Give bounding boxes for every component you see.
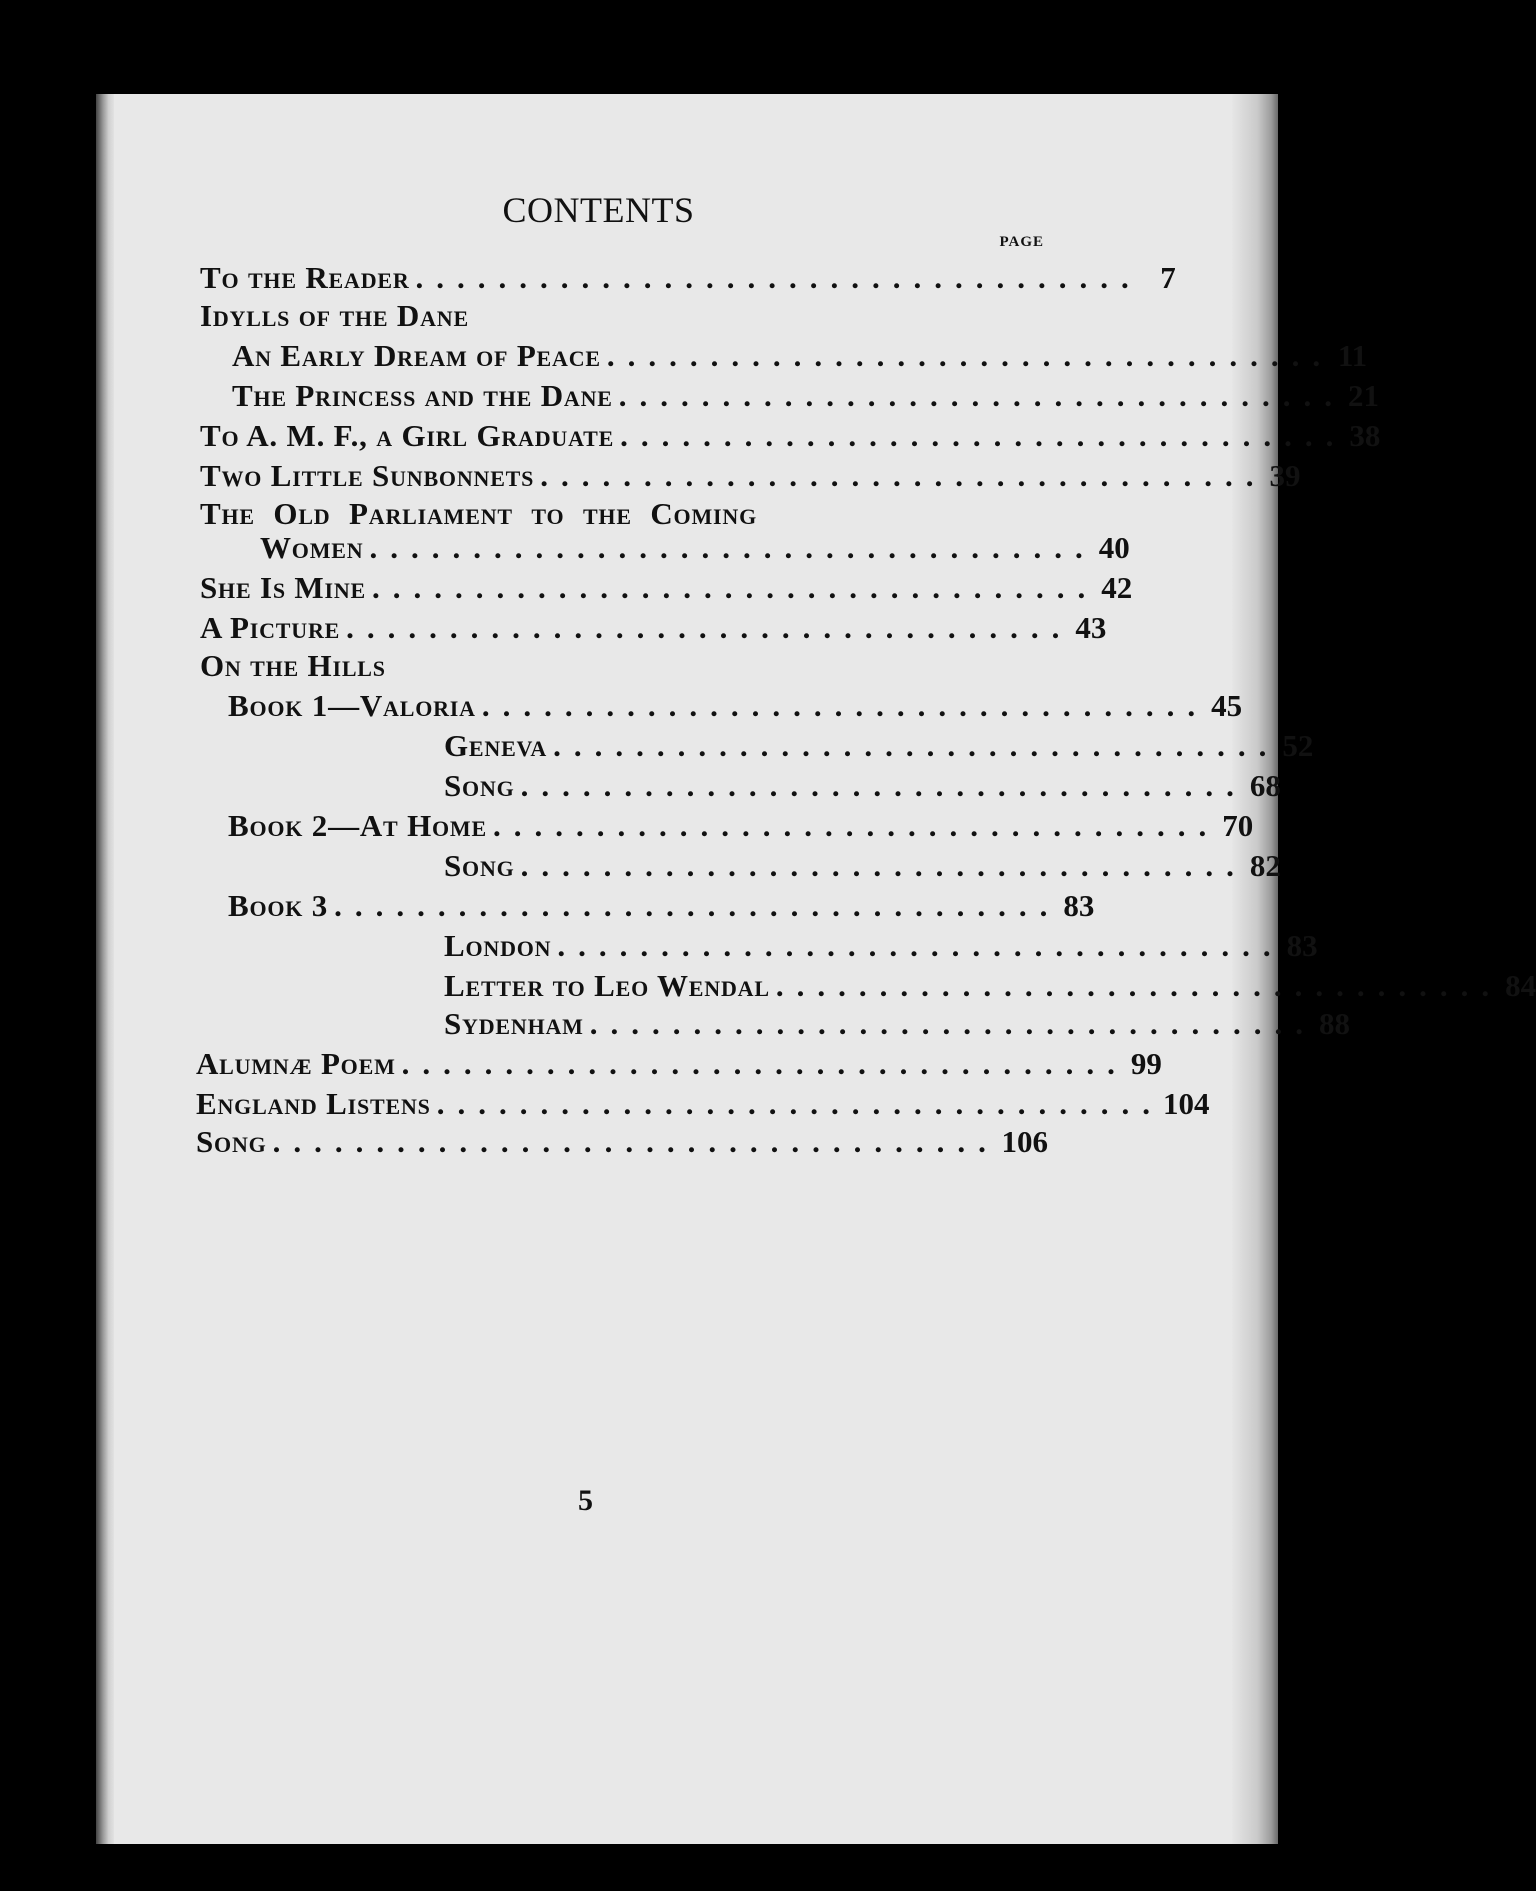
toc-entry bbox=[232, 334, 1368, 374]
page-column-heading: PAGE bbox=[999, 234, 1044, 250]
toc-entry-page: 7 bbox=[1160, 260, 1176, 295]
toc-entry bbox=[200, 414, 1381, 454]
dot-leader: ................................... bbox=[346, 610, 1073, 645]
toc-entry-title: Alumnæ Poem bbox=[196, 1046, 396, 1081]
toc-entry bbox=[260, 526, 1130, 566]
dot-leader: ................................... bbox=[520, 768, 1247, 803]
toc-entry-title: Book 2—At Home bbox=[228, 808, 487, 843]
toc-entry-title: To A. M. F., a Girl Graduate bbox=[200, 418, 615, 453]
dot-leader: ................................... bbox=[557, 928, 1284, 963]
toc-entry-page: 43 bbox=[1075, 610, 1107, 645]
dot-leader: ................................... bbox=[775, 968, 1503, 1003]
dot-leader: ................................... bbox=[520, 848, 1247, 883]
toc-entry bbox=[228, 684, 1243, 724]
toc-entry bbox=[444, 924, 1318, 964]
toc-entry-title: Idylls of the Dane bbox=[200, 298, 469, 333]
toc-entry-title: Women bbox=[260, 530, 364, 565]
toc-entry bbox=[444, 764, 1281, 804]
toc-entry bbox=[232, 374, 1379, 414]
dot-leader: ................................... bbox=[369, 530, 1096, 565]
toc-entry-title: On the Hills bbox=[200, 648, 386, 683]
toc-entry-page: 83 bbox=[1063, 888, 1095, 923]
toc-entry-page: 106 bbox=[1001, 1124, 1048, 1159]
toc-entry bbox=[196, 1042, 1162, 1082]
toc-entry-title: Song bbox=[196, 1124, 267, 1159]
toc-entry-page: 82 bbox=[1249, 848, 1281, 883]
toc-entry-title: To the Reader bbox=[200, 260, 410, 295]
dot-leader: ................................... bbox=[618, 378, 1345, 413]
page-title: CONTENTS bbox=[502, 190, 695, 230]
dot-leader: ................................... bbox=[436, 1086, 1163, 1121]
toc-entry bbox=[196, 1120, 1048, 1160]
toc-entry-page: 99 bbox=[1130, 1046, 1162, 1081]
toc-entry-title: Song bbox=[444, 768, 515, 803]
toc-entry-page: 83 bbox=[1286, 928, 1318, 963]
toc-entry-page: 45 bbox=[1211, 688, 1243, 723]
dot-leader: ................................... bbox=[589, 1006, 1316, 1041]
dot-leader: ................................... bbox=[620, 418, 1347, 453]
toc-entry-page: 42 bbox=[1101, 570, 1133, 605]
dot-leader: ................................... bbox=[606, 338, 1334, 373]
toc-entry-page: 11 bbox=[1337, 338, 1368, 373]
book-page bbox=[96, 94, 1536, 1844]
toc-entry bbox=[444, 724, 1314, 764]
toc-entry bbox=[200, 256, 1176, 296]
toc-entry-page: 104 bbox=[1162, 1086, 1210, 1121]
toc-entry-page: 52 bbox=[1282, 728, 1314, 763]
dot-leader: ................................... bbox=[272, 1124, 999, 1159]
dot-leader: ................................... bbox=[553, 728, 1280, 763]
toc-entry-page: 88 bbox=[1319, 1006, 1350, 1041]
toc-entry bbox=[228, 884, 1095, 924]
toc-entry-title: Song bbox=[444, 848, 515, 883]
toc-entry-title: Book 3 bbox=[228, 888, 329, 923]
toc-entry bbox=[228, 804, 1254, 844]
page-spine-shadow bbox=[96, 94, 114, 1844]
toc-entry-title: Two Little Sunbonnets bbox=[200, 458, 535, 493]
toc-entry-title: A Picture bbox=[200, 610, 341, 645]
toc-entry-page: 38 bbox=[1349, 418, 1381, 453]
toc-entry bbox=[200, 294, 1048, 334]
dot-leader: ................................... bbox=[540, 458, 1267, 493]
dot-leader: ................................... bbox=[334, 888, 1061, 923]
toc-entry-title: The Old Parliament to the Coming bbox=[200, 496, 757, 531]
toc-entry-page: 40 bbox=[1098, 530, 1130, 565]
toc-entry-page: 21 bbox=[1347, 378, 1379, 413]
toc-entry-page: 70 bbox=[1222, 808, 1254, 843]
toc-entry-title: An Early Dream of Peace bbox=[232, 338, 601, 373]
toc-entry-title: England Listens bbox=[196, 1086, 431, 1121]
toc-entry-title: London bbox=[444, 928, 552, 963]
toc-entry-title: Letter to Leo Wendal bbox=[444, 968, 770, 1003]
dot-leader: ................................... bbox=[481, 688, 1209, 723]
dot-leader: ................................... bbox=[492, 808, 1220, 843]
toc-entry-title: She Is Mine bbox=[200, 570, 367, 605]
toc-entry bbox=[200, 606, 1107, 646]
toc-entry-page: 68 bbox=[1249, 768, 1281, 803]
toc-entry-page: 84 bbox=[1505, 968, 1536, 1003]
toc-entry-title: The Princess and the Dane bbox=[232, 378, 613, 413]
toc-entry bbox=[200, 644, 1048, 684]
dot-leader: ................................... bbox=[415, 260, 1142, 295]
toc-entry-title: Sydenham bbox=[444, 1006, 584, 1041]
page-number: 5 bbox=[578, 1484, 593, 1517]
toc-entry-title: Geneva bbox=[444, 728, 548, 763]
dot-leader: ................................... bbox=[372, 570, 1099, 605]
toc-entry bbox=[444, 1002, 1350, 1042]
toc-entry bbox=[444, 964, 1536, 1004]
toc-entry bbox=[196, 1082, 1210, 1122]
toc-entry bbox=[444, 844, 1281, 884]
toc-entry-page: 39 bbox=[1269, 458, 1301, 493]
toc-entry-title: Book 1—Valoria bbox=[228, 688, 476, 723]
toc-entry bbox=[200, 454, 1301, 494]
dot-leader: ................................... bbox=[401, 1046, 1128, 1081]
toc-entry bbox=[200, 566, 1133, 606]
